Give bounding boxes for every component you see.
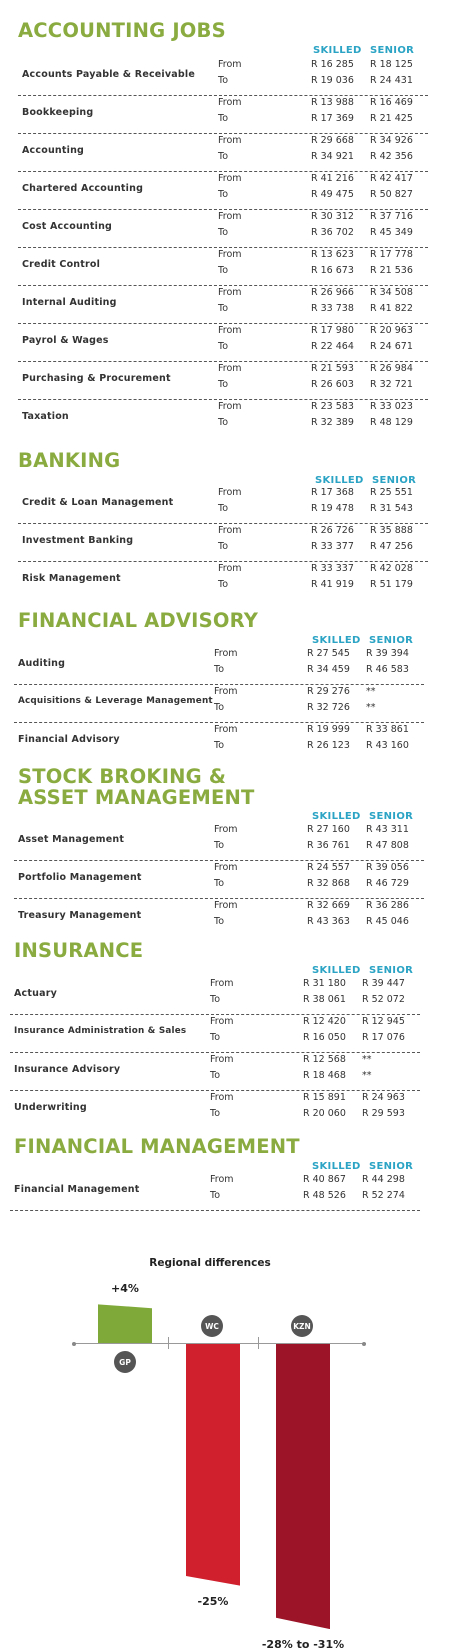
- skilled-from-value: R 33 337: [311, 563, 354, 574]
- section-title: [14, 1136, 300, 1157]
- skilled-to-value: R 20 060: [303, 1108, 346, 1119]
- table-row: [18, 134, 428, 172]
- row-label-to: To: [218, 341, 229, 352]
- table-row: [14, 647, 424, 685]
- skilled-from-value: R 30 312: [311, 211, 354, 222]
- table-row: [18, 562, 428, 600]
- column-header-skilled: SKILLED: [315, 475, 364, 486]
- senior-from-value: **: [362, 1054, 372, 1065]
- senior-to-value: R 21 536: [370, 265, 413, 276]
- axis-divider-tick: [168, 1337, 169, 1349]
- senior-from-value: R 17 778: [370, 249, 413, 260]
- value-label-gp: +4%: [111, 1282, 139, 1296]
- skilled-from-value: R 23 583: [311, 401, 354, 412]
- column-header-senior: SENIOR: [370, 45, 415, 56]
- row-label-to: To: [218, 579, 229, 590]
- table-row: [18, 286, 428, 324]
- row-label-to: To: [218, 303, 229, 314]
- section-title: [18, 610, 258, 631]
- skilled-from-value: R 27 160: [307, 824, 350, 835]
- senior-to-value: R 32 721: [370, 379, 413, 390]
- column-header-senior: SENIOR: [369, 635, 414, 646]
- job-title: Actuary: [14, 988, 57, 999]
- column-header-skilled: SKILLED: [312, 1161, 361, 1172]
- table-row: [10, 1091, 420, 1129]
- row-label-to: To: [210, 1108, 221, 1119]
- value-label-wc: -25%: [197, 1594, 229, 1608]
- table-row: [14, 823, 424, 861]
- skilled-from-value: R 21 593: [311, 363, 354, 374]
- bar-wc: [186, 1344, 240, 1586]
- row-label-from: From: [218, 325, 242, 336]
- job-title: Purchasing & Procurement: [22, 373, 171, 384]
- job-title: Taxation: [22, 411, 69, 422]
- skilled-from-value: R 41 216: [311, 173, 354, 184]
- row-label-to: To: [214, 840, 225, 851]
- section-title-line: INSURANCE: [14, 939, 144, 962]
- skilled-to-value: R 32 868: [307, 878, 350, 889]
- senior-to-value: R 48 129: [370, 417, 413, 428]
- row-label-to: To: [218, 189, 229, 200]
- job-title: Cost Accounting: [22, 221, 113, 232]
- job-title: Accounting: [22, 145, 85, 156]
- table-row: [14, 899, 424, 937]
- skilled-from-value: R 29 276: [307, 686, 350, 697]
- senior-to-value: R 24 431: [370, 75, 413, 86]
- table-row: [18, 210, 428, 248]
- row-label-from: From: [218, 487, 242, 498]
- column-header-senior: SENIOR: [372, 475, 417, 486]
- senior-from-value: R 25 551: [370, 487, 413, 498]
- skilled-to-value: R 48 526: [303, 1190, 346, 1201]
- senior-from-value: R 39 447: [362, 978, 405, 989]
- senior-from-value: **: [366, 686, 376, 697]
- section-title-line: ACCOUNTING JOBS: [18, 19, 226, 42]
- senior-to-value: **: [366, 702, 376, 713]
- job-title: Treasury Management: [18, 910, 142, 921]
- job-title: Payrol & Wages: [22, 335, 109, 346]
- skilled-from-value: R 27 545: [307, 648, 350, 659]
- section-title: [14, 940, 143, 961]
- regional-differences-chart: [0, 1245, 474, 1652]
- senior-to-value: R 45 046: [366, 916, 409, 927]
- row-label-to: To: [214, 878, 225, 889]
- row-label-from: From: [218, 249, 242, 260]
- senior-from-value: R 35 888: [370, 525, 413, 536]
- skilled-from-value: R 12 420: [303, 1016, 346, 1027]
- senior-to-value: R 17 076: [362, 1032, 405, 1043]
- row-label-from: From: [218, 287, 242, 298]
- region-badge-gp: GP: [114, 1351, 136, 1373]
- row-label-to: To: [214, 740, 225, 751]
- zero-axis: [74, 1343, 366, 1344]
- column-header-skilled: SKILLED: [312, 635, 361, 646]
- skilled-from-value: R 15 891: [303, 1092, 346, 1103]
- senior-to-value: R 45 349: [370, 227, 413, 238]
- table-row: [18, 58, 428, 96]
- row-label-to: To: [214, 664, 225, 675]
- row-label-to: To: [218, 75, 229, 86]
- skilled-from-value: R 19 999: [307, 724, 350, 735]
- skilled-to-value: R 41 919: [311, 579, 354, 590]
- section-title: [18, 766, 255, 808]
- row-label-to: To: [214, 702, 225, 713]
- region-badge-wc: WC: [201, 1315, 223, 1337]
- row-label-from: From: [218, 563, 242, 574]
- skilled-to-value: R 19 478: [311, 503, 354, 514]
- skilled-to-value: R 34 921: [311, 151, 354, 162]
- section-title-line: BANKING: [18, 449, 121, 472]
- table-row: [14, 723, 424, 761]
- senior-from-value: R 39 394: [366, 648, 409, 659]
- senior-to-value: R 47 256: [370, 541, 413, 552]
- table-row: [10, 1053, 420, 1091]
- row-label-from: From: [218, 401, 242, 412]
- row-label-from: From: [210, 978, 234, 989]
- row-label-to: To: [210, 1070, 221, 1081]
- skilled-from-value: R 13 988: [311, 97, 354, 108]
- senior-to-value: R 31 543: [370, 503, 413, 514]
- skilled-to-value: R 43 363: [307, 916, 350, 927]
- chart-title: Regional differences: [149, 1257, 271, 1269]
- senior-from-value: R 44 298: [362, 1174, 405, 1185]
- row-label-from: From: [218, 59, 242, 70]
- table-row: [18, 400, 428, 438]
- row-label-from: From: [214, 724, 238, 735]
- senior-from-value: R 12 945: [362, 1016, 405, 1027]
- skilled-from-value: R 16 285: [311, 59, 354, 70]
- skilled-to-value: R 38 061: [303, 994, 346, 1005]
- table-row: [18, 248, 428, 286]
- skilled-to-value: R 33 377: [311, 541, 354, 552]
- table-row: [18, 362, 428, 400]
- senior-from-value: R 39 056: [366, 862, 409, 873]
- row-label-from: From: [210, 1016, 234, 1027]
- bar-kzn: [276, 1344, 330, 1629]
- job-title: Auditing: [18, 658, 66, 669]
- row-label-from: From: [218, 135, 242, 146]
- job-title: Underwriting: [14, 1102, 87, 1113]
- skilled-to-value: R 19 036: [311, 75, 354, 86]
- row-label-to: To: [210, 1032, 221, 1043]
- section-title-line: FINANCIAL MANAGEMENT: [14, 1135, 300, 1158]
- row-label-from: From: [214, 648, 238, 659]
- senior-from-value: R 20 963: [370, 325, 413, 336]
- job-title: Portfolio Management: [18, 872, 142, 883]
- table-row: [18, 96, 428, 134]
- skilled-to-value: R 32 389: [311, 417, 354, 428]
- senior-from-value: R 16 469: [370, 97, 413, 108]
- row-label-from: From: [218, 363, 242, 374]
- table-row: [14, 861, 424, 899]
- skilled-from-value: R 17 980: [311, 325, 354, 336]
- skilled-from-value: R 12 568: [303, 1054, 346, 1065]
- skilled-to-value: R 16 050: [303, 1032, 346, 1043]
- row-label-to: To: [218, 417, 229, 428]
- job-title: Asset Management: [18, 834, 125, 845]
- row-label-from: From: [214, 862, 238, 873]
- senior-from-value: R 34 926: [370, 135, 413, 146]
- job-title: Credit & Loan Management: [22, 497, 174, 508]
- row-label-to: To: [218, 227, 229, 238]
- job-title: Risk Management: [22, 573, 121, 584]
- row-label-to: To: [218, 113, 229, 124]
- table-row: [18, 524, 428, 562]
- skilled-from-value: R 40 867: [303, 1174, 346, 1185]
- column-header-skilled: SKILLED: [312, 965, 361, 976]
- job-title: Chartered Accounting: [22, 183, 144, 194]
- senior-to-value: R 24 671: [370, 341, 413, 352]
- senior-to-value: **: [362, 1070, 372, 1081]
- axis-start-dot: [72, 1342, 76, 1346]
- senior-to-value: R 21 425: [370, 113, 413, 124]
- section-title-line: ASSET MANAGEMENT: [18, 786, 255, 809]
- skilled-from-value: R 13 623: [311, 249, 354, 260]
- row-label-to: To: [218, 151, 229, 162]
- row-label-from: From: [210, 1092, 234, 1103]
- senior-from-value: R 34 508: [370, 287, 413, 298]
- senior-from-value: R 26 984: [370, 363, 413, 374]
- row-label-to: To: [214, 916, 225, 927]
- job-title: Investment Banking: [22, 535, 134, 546]
- job-title: Bookkeeping: [22, 107, 94, 118]
- senior-to-value: R 41 822: [370, 303, 413, 314]
- table-row: [10, 977, 420, 1015]
- bar-gp: [98, 1304, 152, 1343]
- senior-from-value: R 18 125: [370, 59, 413, 70]
- row-label-from: From: [218, 525, 242, 536]
- senior-from-value: R 42 028: [370, 563, 413, 574]
- senior-from-value: R 43 311: [366, 824, 409, 835]
- senior-to-value: R 46 729: [366, 878, 409, 889]
- table-row: [18, 486, 428, 524]
- skilled-from-value: R 26 726: [311, 525, 354, 536]
- senior-to-value: R 50 827: [370, 189, 413, 200]
- section-title: [18, 450, 120, 471]
- section-title-line: STOCK BROKING &: [18, 765, 227, 788]
- skilled-from-value: R 26 966: [311, 287, 354, 298]
- job-title: Accounts Payable & Receivable: [22, 69, 195, 80]
- senior-from-value: R 33 861: [366, 724, 409, 735]
- job-title: Financial Management: [14, 1184, 140, 1195]
- section-title: [18, 20, 226, 41]
- row-label-to: To: [218, 265, 229, 276]
- column-header-senior: SENIOR: [369, 811, 414, 822]
- row-label-to: To: [218, 541, 229, 552]
- skilled-to-value: R 22 464: [311, 341, 354, 352]
- axis-divider-tick: [258, 1337, 259, 1349]
- senior-from-value: R 24 963: [362, 1092, 405, 1103]
- skilled-to-value: R 33 738: [311, 303, 354, 314]
- senior-to-value: R 46 583: [366, 664, 409, 675]
- job-title: Insurance Advisory: [14, 1064, 121, 1075]
- senior-from-value: R 37 716: [370, 211, 413, 222]
- column-header-skilled: SKILLED: [313, 45, 362, 56]
- senior-from-value: R 33 023: [370, 401, 413, 412]
- skilled-to-value: R 17 369: [311, 113, 354, 124]
- section-title-line: FINANCIAL ADVISORY: [18, 609, 259, 632]
- skilled-from-value: R 32 669: [307, 900, 350, 911]
- row-label-to: To: [218, 503, 229, 514]
- senior-from-value: R 36 286: [366, 900, 409, 911]
- table-row: [10, 1173, 420, 1211]
- row-label-from: From: [210, 1054, 234, 1065]
- row-label-to: To: [210, 994, 221, 1005]
- row-label-from: From: [214, 824, 238, 835]
- senior-to-value: R 51 179: [370, 579, 413, 590]
- row-label-from: From: [218, 211, 242, 222]
- row-label-to: To: [210, 1190, 221, 1201]
- table-row: [10, 1015, 420, 1053]
- skilled-to-value: R 26 123: [307, 740, 350, 751]
- axis-end-dot: [362, 1342, 366, 1346]
- senior-to-value: R 52 274: [362, 1190, 405, 1201]
- value-label-kzn: -28% to -31%: [261, 1638, 345, 1652]
- skilled-from-value: R 31 180: [303, 978, 346, 989]
- skilled-to-value: R 26 603: [311, 379, 354, 390]
- row-label-from: From: [214, 900, 238, 911]
- senior-to-value: R 52 072: [362, 994, 405, 1005]
- skilled-to-value: R 34 459: [307, 664, 350, 675]
- job-title: Acquisitions & Leverage Management: [18, 696, 213, 706]
- senior-to-value: R 29 593: [362, 1108, 405, 1119]
- job-title: Credit Control: [22, 259, 101, 270]
- column-header-skilled: SKILLED: [312, 811, 361, 822]
- skilled-to-value: R 36 761: [307, 840, 350, 851]
- job-title: Insurance Administration & Sales: [14, 1026, 187, 1036]
- job-title: Internal Auditing: [22, 297, 117, 308]
- row-label-from: From: [214, 686, 238, 697]
- row-label-from: From: [218, 173, 242, 184]
- region-badge-kzn: KZN: [291, 1315, 313, 1337]
- senior-to-value: R 47 808: [366, 840, 409, 851]
- skilled-from-value: R 24 557: [307, 862, 350, 873]
- senior-to-value: R 43 160: [366, 740, 409, 751]
- skilled-from-value: R 29 668: [311, 135, 354, 146]
- skilled-to-value: R 49 475: [311, 189, 354, 200]
- skilled-to-value: R 36 702: [311, 227, 354, 238]
- skilled-to-value: R 18 468: [303, 1070, 346, 1081]
- row-label-to: To: [218, 379, 229, 390]
- skilled-to-value: R 32 726: [307, 702, 350, 713]
- table-row: [18, 324, 428, 362]
- table-row: [14, 685, 424, 723]
- row-label-from: From: [210, 1174, 234, 1185]
- column-header-senior: SENIOR: [369, 1161, 414, 1172]
- column-header-senior: SENIOR: [369, 965, 414, 976]
- table-row: [18, 172, 428, 210]
- row-label-from: From: [218, 97, 242, 108]
- job-title: Financial Advisory: [18, 734, 120, 745]
- senior-from-value: R 42 417: [370, 173, 413, 184]
- skilled-from-value: R 17 368: [311, 487, 354, 498]
- skilled-to-value: R 16 673: [311, 265, 354, 276]
- senior-to-value: R 42 356: [370, 151, 413, 162]
